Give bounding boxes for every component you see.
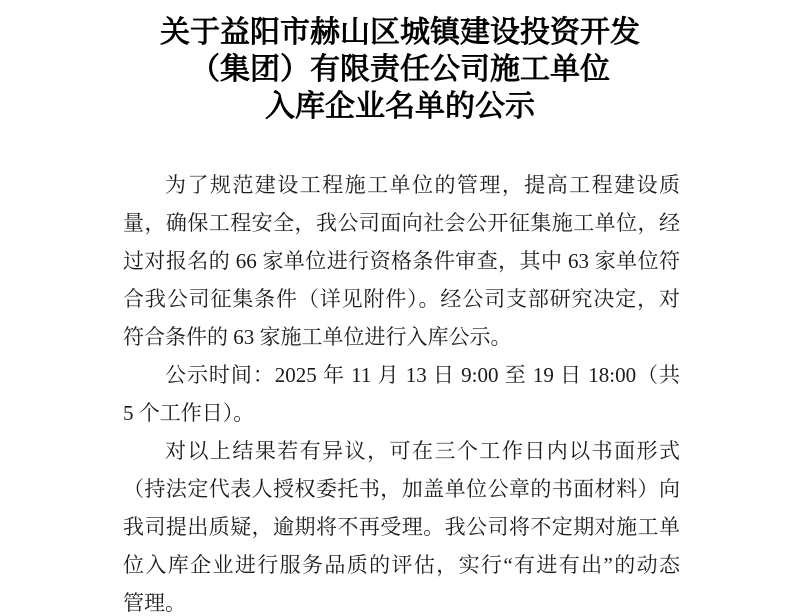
body-line-3: 过对报名的 66 家单位进行资格条件审查，其中 63 家单位符 xyxy=(123,249,680,273)
title-line-1: 关于益阳市赫山区城镇建设投资开发 xyxy=(160,16,640,49)
body-line-5: 符合条件的 63 家施工单位进行入库公示。 xyxy=(123,325,512,349)
body-line-6: 公示时间：2025 年 11 月 13 日 9:00 至 19 日 18:00（共 xyxy=(165,363,680,387)
title-line-3: 入库企业名单的公示 xyxy=(265,90,535,123)
body-line-10: 我司提出质疑，逾期将不再受理。我公司将不定期对施工单 xyxy=(123,515,680,539)
notice-title xyxy=(0,0,800,125)
body-line-12: 管理。 xyxy=(123,591,186,615)
body-line-8: 对以上结果若有异议，可在三个工作日内以书面形式 xyxy=(165,439,680,463)
title-line-2: （集团）有限责任公司施工单位 xyxy=(190,53,610,86)
body-line-4: 合我公司征集条件（详见附件）。经公司支部研究决定，对 xyxy=(123,287,680,311)
notice-body xyxy=(123,166,680,616)
body-line-1: 为了规范建设工程施工单位的管理，提高工程建设质 xyxy=(165,173,680,197)
body-line-2: 量，确保工程安全，我公司面向社会公开征集施工单位，经 xyxy=(123,211,680,235)
body-line-11: 位入库企业进行服务品质的评估，实行“有进有出”的动态 xyxy=(123,553,680,577)
body-line-7: 5 个工作日）。 xyxy=(123,401,255,425)
body-line-9: （持法定代表人授权委托书，加盖单位公章的书面材料）向 xyxy=(123,477,680,501)
